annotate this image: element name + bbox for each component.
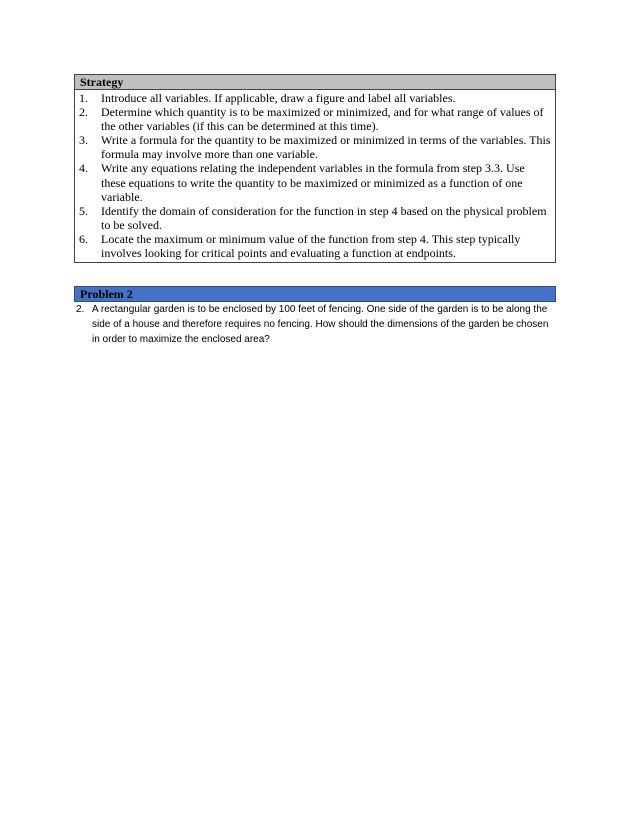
step-text: Locate the maximum or minimum value of the function from step 4. This step typically involves looking for critical points and evaluating a function at endpoints.	[101, 231, 521, 261]
step-number: 4.	[79, 161, 88, 176]
step-number: 6.	[79, 231, 88, 246]
step-text: Write a formula for the quantity to be maximized or minimized in terms of the variables. This formula may involve more than one variable.	[101, 133, 551, 162]
strategy-title: Strategy	[75, 75, 555, 90]
step-text: Determine which quantity is to be maximized or minimized, and for what range of values of the other variables (if this can be determined at this time).	[101, 105, 544, 134]
step-number: 1.	[79, 91, 88, 105]
step-text: Identify the domain of consideration for the function in step 4 based on the physical problem to be solved.	[101, 203, 547, 232]
strategy-step	[79, 204, 551, 232]
strategy-step	[79, 161, 551, 203]
strategy-step	[79, 232, 551, 260]
problem-statement	[76, 302, 556, 347]
problem-number: 2.	[76, 304, 85, 315]
problem-title: Problem 2	[74, 286, 556, 302]
step-text: Write any equations relating the independent variables in the formula from step 3.3. Use these equations to write the quantity to be maximized or minimized as a function of one variable.	[101, 161, 525, 204]
step-text: Introduce all variables. If applicable, draw a figure and label all variables.	[101, 91, 456, 105]
strategy-step	[79, 105, 551, 133]
step-number: 3.	[79, 133, 88, 148]
strategy-step	[79, 133, 551, 161]
step-number: 5.	[79, 203, 88, 218]
strategy-steps	[75, 90, 555, 262]
strategy-box	[74, 74, 556, 263]
problem-text: A rectangular garden is to be enclosed by 100 feet of fencing. One side of the garden is to be along the side of a house and therefore requires no fencing. How should the dimensions of the garden be chosen in order to maximize the enclosed area?	[92, 304, 549, 345]
strategy-step	[79, 91, 551, 105]
step-number: 2.	[79, 105, 88, 120]
